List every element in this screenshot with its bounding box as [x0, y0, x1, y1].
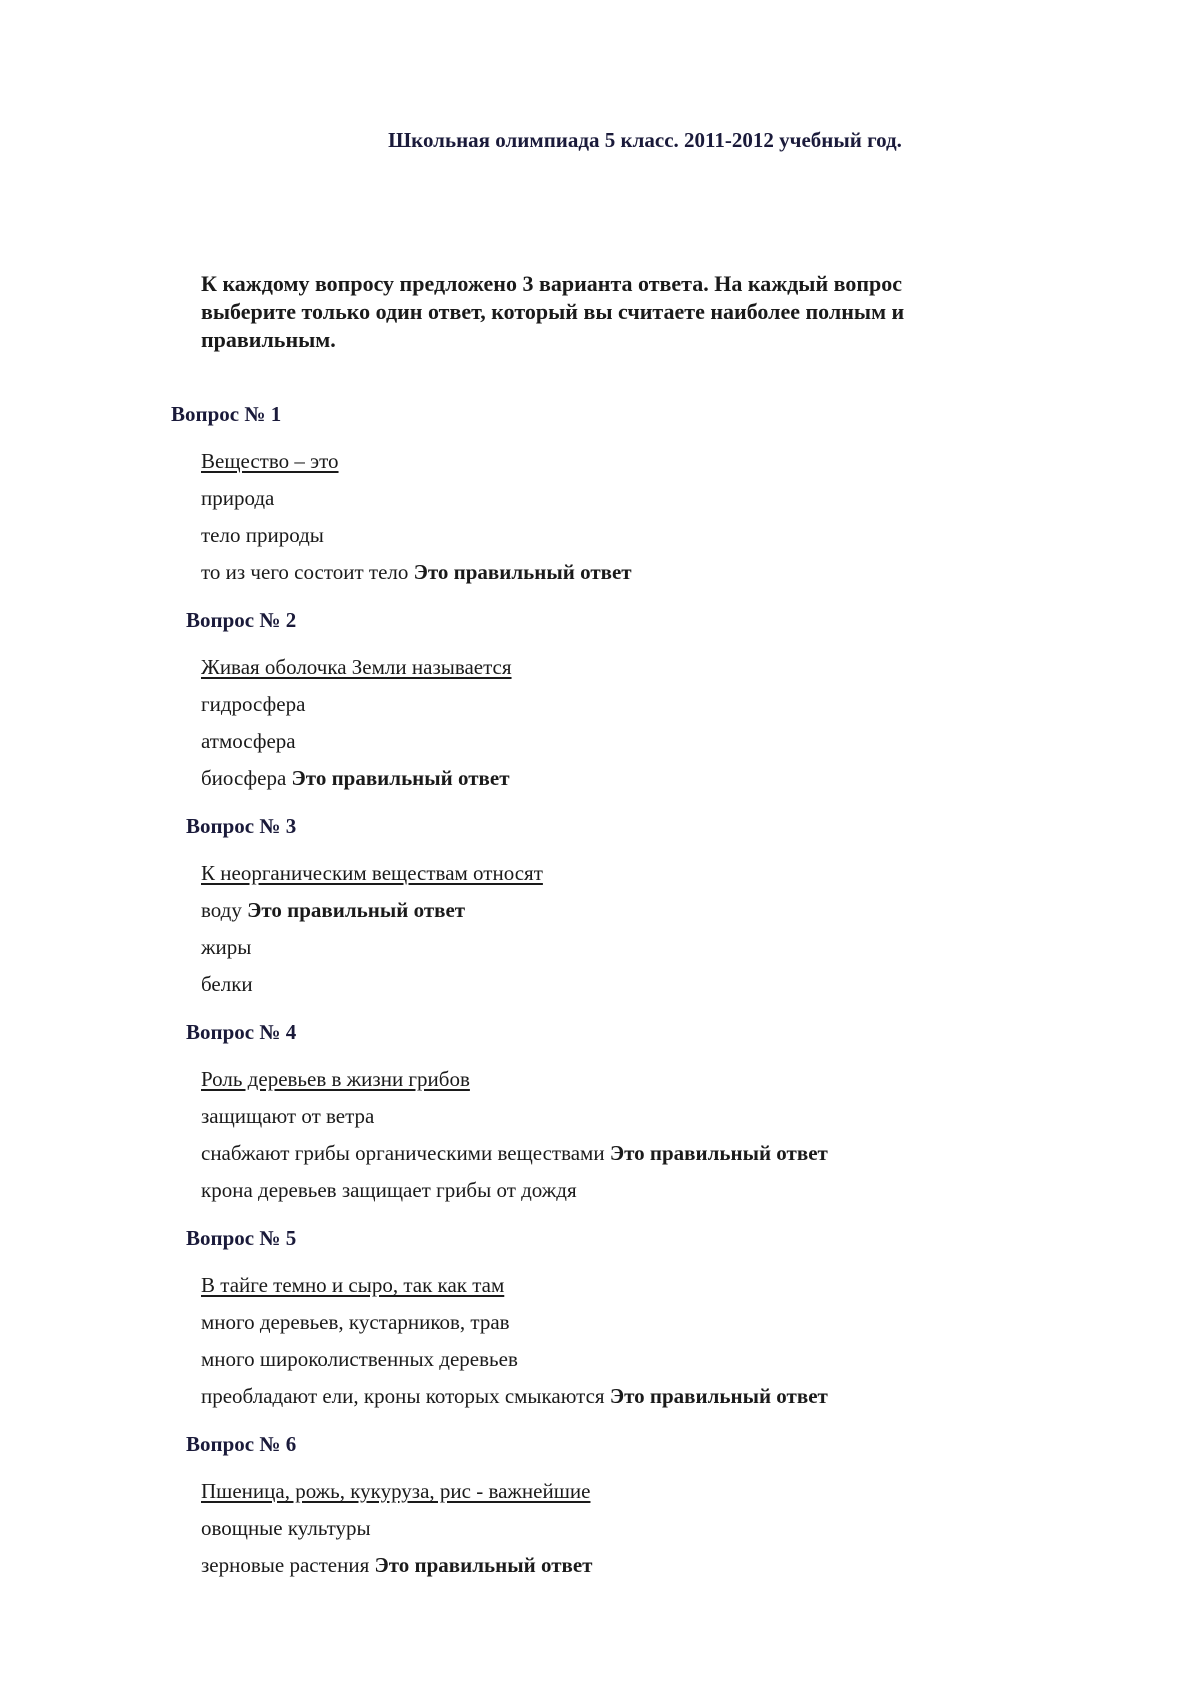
answer-option: природа [201, 486, 275, 510]
question-heading: Вопрос № 2 [186, 608, 297, 632]
answer-option: жиры [201, 935, 252, 959]
question-prompt: Вещество – это [201, 449, 339, 473]
answer-option-text: воду [201, 898, 242, 922]
page-title: Школьная олимпиада 5 класс. 2011-2012 учебный год. [388, 128, 902, 152]
correct-answer-label: Это правильный ответ [247, 898, 466, 922]
answer-option-correct [201, 560, 632, 585]
answer-option-text: преобладают ели, кроны которых смыкаются [201, 1384, 605, 1408]
answer-option-text: зерновые растения [201, 1553, 370, 1577]
correct-answer-label: Это правильный ответ [374, 1553, 593, 1577]
answer-option-text: то из чего состоит тело [201, 560, 409, 584]
answer-option-text: снабжают грибы органическими веществами [201, 1141, 605, 1165]
answer-option: крона деревьев защищает грибы от дождя [201, 1178, 577, 1202]
answer-option: много широколиственных деревьев [201, 1347, 518, 1371]
answer-option: много деревьев, кустарников, трав [201, 1310, 510, 1334]
answer-option: тело природы [201, 523, 324, 547]
answer-option-correct [201, 1384, 828, 1409]
correct-answer-label: Это правильный ответ [609, 1384, 828, 1408]
answer-option: белки [201, 972, 253, 996]
answer-option: защищают от ветра [201, 1104, 375, 1128]
answer-option-correct [201, 1141, 828, 1166]
question-heading: Вопрос № 6 [186, 1432, 297, 1456]
question-heading: Вопрос № 5 [186, 1226, 297, 1250]
answer-option: овощные культуры [201, 1516, 371, 1540]
question-heading: Вопрос № 1 [171, 402, 282, 426]
answer-option-text: биосфера [201, 766, 287, 790]
question-prompt: Пшеница, рожь, кукуруза, рис - важнейшие [201, 1479, 591, 1503]
correct-answer-label: Это правильный ответ [413, 560, 632, 584]
question-prompt: Роль деревьев в жизни грибов [201, 1067, 470, 1091]
correct-answer-label: Это правильный ответ [609, 1141, 828, 1165]
answer-option-correct [201, 898, 465, 923]
question-prompt: К неорганическим веществам относят [201, 861, 543, 885]
question-heading: Вопрос № 3 [186, 814, 297, 838]
question-prompt: В тайге темно и сыро, так как там [201, 1273, 505, 1297]
answer-option-correct [201, 1553, 592, 1578]
question-prompt: Живая оболочка Земли называется [201, 655, 512, 679]
correct-answer-label: Это правильный ответ [291, 766, 510, 790]
answer-option: гидросфера [201, 692, 306, 716]
instructions: К каждому вопросу предложено 3 варианта ответа. На каждый вопрос выберите только один ответ, который вы считаете наиболее полным и правильным. [201, 271, 905, 352]
question-heading: Вопрос № 4 [186, 1020, 297, 1044]
answer-option: атмосфера [201, 729, 296, 753]
answer-option-correct [201, 766, 510, 791]
